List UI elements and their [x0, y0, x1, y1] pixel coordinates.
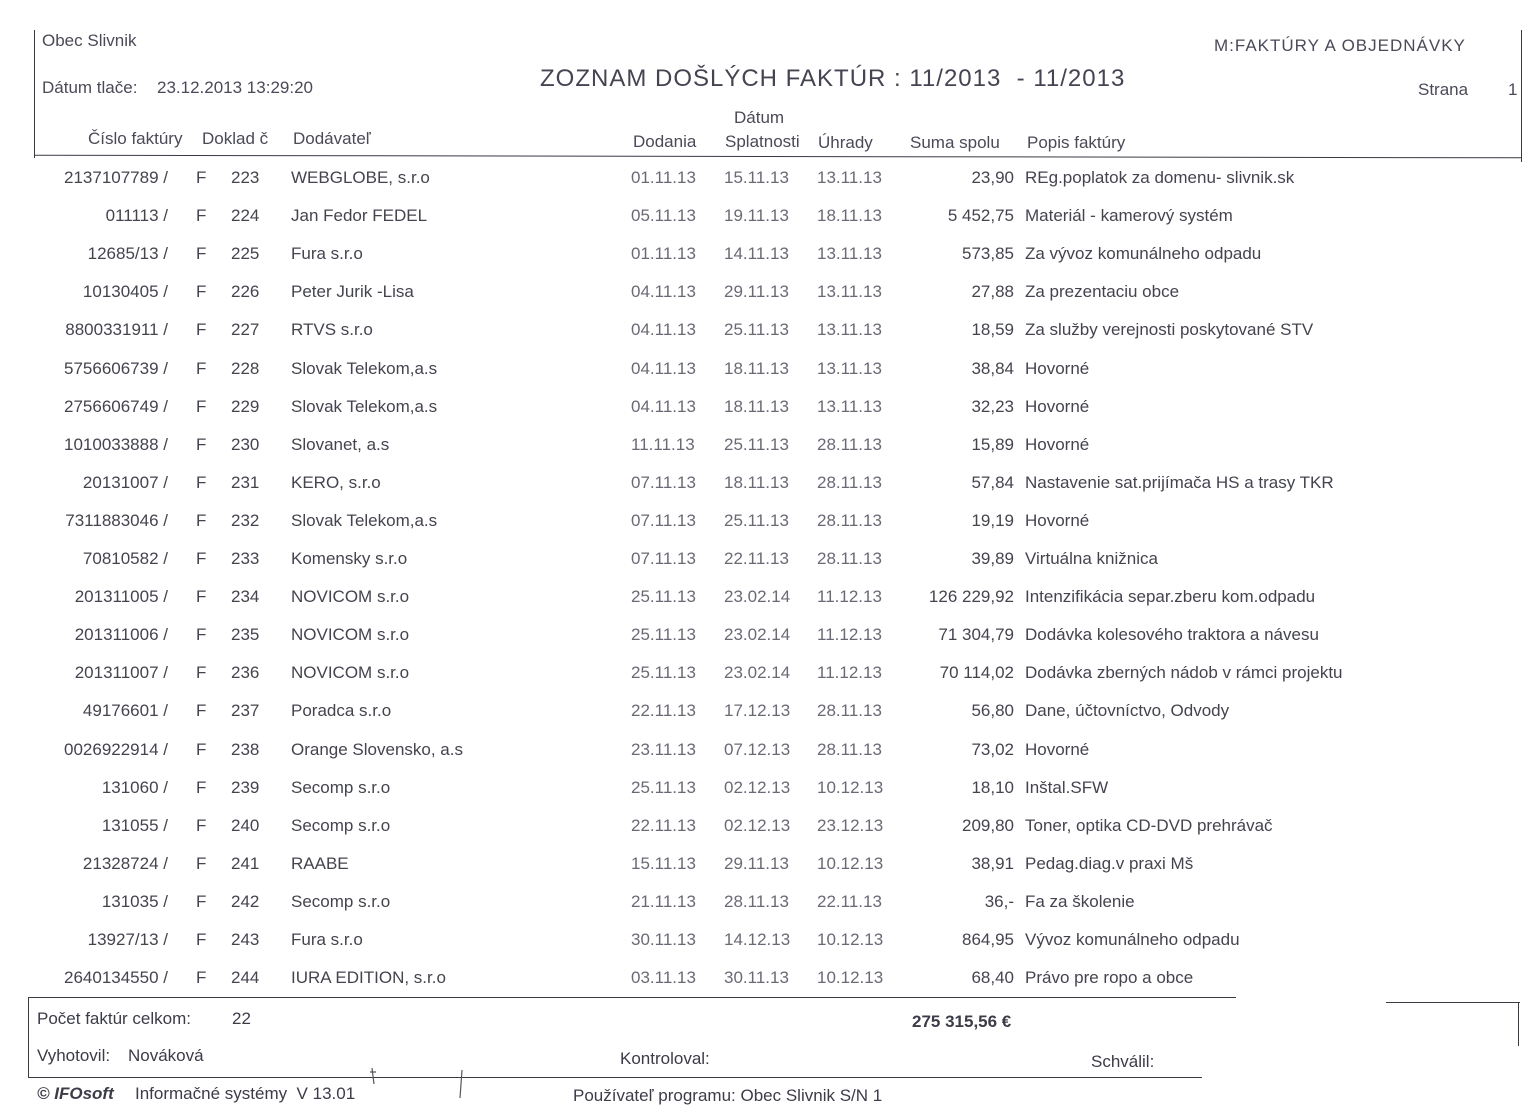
paid-date: 13.11.13	[817, 320, 882, 340]
due-date: 18.11.13	[724, 358, 789, 378]
table-row	[0, 359, 1536, 397]
invoice-number: 10130405 /	[82, 282, 168, 302]
delivery-date: 25.11.13	[631, 777, 696, 797]
paid-date: 23.12.13	[817, 815, 884, 835]
col-paid: Úhrady	[818, 133, 873, 152]
count-value: 22	[232, 1009, 251, 1028]
supplier-name: Peter Jurik -Lisa	[291, 282, 414, 302]
supplier-name: RAABE	[291, 853, 349, 873]
report-title: ZOZNAM DOŠLÝCH FAKTÚR : 11/2013 - 11/2013	[540, 65, 1126, 92]
table-row	[0, 968, 1536, 1006]
delivery-date: 03.11.13	[631, 968, 696, 988]
supplier-name: Slovak Telekom,a.s	[291, 396, 438, 416]
program-user: Používateľ programu: Obec Slivnik S/N 1	[573, 1086, 883, 1105]
total-amount: 70 114,02	[939, 663, 1014, 683]
total-amount: 57,84	[971, 472, 1014, 492]
total-amount: 27,88	[971, 282, 1014, 302]
col-date-group: Dátum	[734, 108, 785, 127]
supplier-name: Fura s.r.o	[291, 244, 363, 264]
doc-number: 227	[231, 320, 260, 340]
grand-total: 275 315,56 €	[912, 1012, 1012, 1031]
total-amount: 19,19	[971, 510, 1014, 530]
due-date: 23.02.14	[724, 663, 791, 683]
total-amount: 5 452,75	[947, 206, 1014, 226]
delivery-date: 22.11.13	[631, 815, 696, 835]
doc-number: 230	[231, 434, 260, 454]
page-number: 1	[1508, 80, 1518, 99]
table-row	[0, 587, 1536, 625]
paid-date: 28.11.13	[817, 472, 882, 492]
invoice-number: 70810582 /	[82, 549, 168, 568]
invoice-description: Hovorné	[1025, 396, 1090, 416]
table-row	[0, 549, 1536, 587]
invoice-description: Hovorné	[1025, 739, 1090, 759]
invoice-description: REg.poplatok za domenu- slivnik.sk	[1025, 168, 1295, 187]
supplier-name: Secomp s.r.o	[291, 815, 391, 835]
total-amount: 15,89	[971, 434, 1014, 454]
software-brand	[37, 1084, 114, 1104]
invoice-description: Toner, optika CD-DVD prehrávač	[1025, 815, 1273, 835]
delivery-date: 07.11.13	[631, 472, 696, 492]
total-amount: 71 304,79	[938, 625, 1014, 645]
supplier-name: Fura s.r.o	[291, 930, 363, 949]
delivery-date: 01.11.13	[631, 168, 696, 187]
doc-number: 238	[231, 739, 260, 759]
due-date: 25.11.13	[724, 434, 789, 454]
supplier-name: Poradca s.r.o	[291, 701, 392, 721]
paid-date: 10.12.13	[817, 777, 884, 797]
total-amount: 38,84	[971, 358, 1014, 378]
invoice-description: Nastavenie sat.prijímača HS a trasy TKR	[1025, 472, 1334, 492]
paid-date: 13.11.13	[817, 282, 882, 302]
delivery-date: 25.11.13	[631, 587, 696, 607]
doc-type: F	[196, 472, 207, 492]
total-amount: 864,95	[962, 930, 1014, 949]
invoice-description: Inštal.SFW	[1025, 777, 1109, 797]
doc-number: 229	[231, 396, 260, 416]
invoice-number: 2756606749 /	[64, 396, 168, 416]
supplier-name: Jan Fedor FEDEL	[291, 206, 428, 226]
total-amount: 573,85	[962, 244, 1014, 264]
delivery-date: 25.11.13	[631, 663, 696, 683]
invoice-description: Pedag.diag.v praxi Mš	[1025, 853, 1194, 873]
doc-number: 243	[231, 930, 260, 949]
paid-date: 10.12.13	[817, 968, 884, 988]
col-due: Splatnosti	[725, 132, 800, 151]
invoice-number: 8800331911 /	[65, 320, 168, 340]
due-date: 14.12.13	[724, 930, 791, 949]
approved-label: Schválil:	[1091, 1052, 1155, 1071]
doc-number: 241	[231, 853, 260, 873]
table-row	[0, 473, 1536, 511]
paid-date: 28.11.13	[817, 701, 882, 721]
due-date: 17.12.13	[724, 701, 791, 721]
col-doc-no: Doklad č	[202, 129, 269, 148]
invoice-description: Intenzifikácia separ.zberu kom.odpadu	[1025, 587, 1316, 607]
total-amount: 209,80	[962, 815, 1014, 835]
doc-type: F	[196, 587, 207, 607]
doc-type: F	[196, 739, 207, 759]
table-row	[0, 397, 1536, 435]
invoice-number: 21328724 /	[82, 853, 168, 873]
supplier-name: Slovak Telekom,a.s	[291, 358, 438, 378]
col-description: Popis faktúry	[1027, 133, 1126, 152]
invoice-description: Hovorné	[1025, 510, 1090, 530]
module-name: M:FAKTÚRY A OBJEDNÁVKY	[1214, 36, 1466, 55]
total-amount: 39,89	[971, 549, 1014, 568]
paid-date: 13.11.13	[817, 358, 882, 378]
supplier-name: Orange Slovensko, a.s	[291, 739, 463, 759]
invoice-number: 13927/13 /	[87, 930, 168, 949]
delivery-date: 30.11.13	[631, 930, 696, 949]
invoice-number: 12685/13 /	[87, 244, 168, 264]
doc-type: F	[196, 282, 207, 302]
count-label: Počet faktúr celkom:	[37, 1009, 192, 1028]
invoice-number: 201311005 /	[74, 587, 168, 607]
doc-number: 225	[231, 244, 260, 264]
paid-date: 11.12.13	[817, 663, 882, 683]
delivery-date: 22.11.13	[631, 701, 696, 721]
invoice-description: Právo pre ropo a obce	[1025, 968, 1194, 988]
due-date: 18.11.13	[724, 396, 789, 416]
doc-type: F	[196, 549, 207, 568]
doc-type: F	[196, 434, 207, 454]
invoice-number: 1010033888 /	[64, 434, 168, 454]
col-invoice-no: Číslo faktúry	[88, 129, 183, 148]
paid-date: 28.11.13	[817, 549, 882, 568]
doc-number: 226	[231, 282, 260, 302]
total-amount: 126 229,92	[928, 587, 1014, 607]
table-row	[0, 244, 1536, 282]
invoice-number: 2640134550 /	[64, 968, 168, 988]
col-delivery: Dodania	[633, 132, 697, 151]
paid-date: 10.12.13	[817, 853, 884, 873]
software-product: Informačné systémy V 13.01	[135, 1084, 356, 1103]
paid-date: 22.11.13	[817, 891, 882, 911]
paid-date: 13.11.13	[817, 244, 882, 264]
invoice-description: Dodávka zberných nádob v rámci projektu	[1025, 663, 1343, 683]
doc-type: F	[196, 815, 207, 835]
summary-top-rule	[28, 997, 1236, 998]
print-date-label: Dátum tlače:	[42, 78, 138, 97]
supplier-name: NOVICOM s.r.o	[291, 587, 410, 607]
paid-date: 13.11.13	[817, 396, 882, 416]
total-amount: 23,90	[971, 168, 1014, 187]
delivery-date: 04.11.13	[631, 320, 696, 340]
invoice-description: Vývoz komunálneho odpadu	[1025, 930, 1240, 949]
delivery-date: 25.11.13	[631, 625, 696, 645]
supplier-name: NOVICOM s.r.o	[291, 663, 410, 683]
due-date: 14.11.13	[724, 244, 789, 264]
delivery-date: 21.11.13	[631, 891, 696, 911]
delivery-date: 04.11.13	[631, 282, 696, 302]
delivery-date: 23.11.13	[631, 739, 696, 759]
supplier-name: Slovanet, a.s	[291, 434, 390, 454]
table-row	[0, 740, 1536, 778]
delivery-date: 07.11.13	[631, 510, 696, 530]
table-row	[0, 625, 1536, 663]
table-row	[0, 778, 1536, 816]
invoice-description: Virtuálna knižnica	[1025, 549, 1158, 568]
invoice-description: Za vývoz komunálneho odpadu	[1025, 244, 1262, 264]
doc-type: F	[196, 396, 207, 416]
doc-number: 223	[231, 168, 260, 187]
doc-number: 233	[231, 549, 260, 568]
invoice-number: 7311883046 /	[65, 510, 168, 530]
header-rule	[34, 155, 1522, 159]
delivery-date: 15.11.13	[631, 853, 696, 873]
prepared-label: Vyhotovil:	[37, 1046, 111, 1065]
signature-mark	[362, 1064, 482, 1100]
invoice-description: Hovorné	[1025, 434, 1090, 454]
delivery-date: 11.11.13	[631, 434, 695, 454]
col-supplier: Dodávateľ	[293, 129, 371, 148]
invoice-description: Fa za školenie	[1025, 891, 1135, 911]
invoice-number: 011113 /	[105, 206, 168, 226]
invoice-number: 131055 /	[101, 815, 168, 835]
paid-date: 28.11.13	[817, 434, 882, 454]
invoice-number: 0026922914 /	[64, 739, 168, 759]
organization-name: Obec Slivnik	[42, 31, 137, 50]
total-amount: 36,-	[984, 891, 1014, 911]
doc-number: 231	[231, 472, 260, 492]
print-date: 23.12.2013 13:29:20	[157, 78, 313, 97]
due-date: 30.11.13	[724, 968, 789, 988]
doc-type: F	[196, 320, 207, 340]
invoice-number: 2137107789 /	[64, 168, 168, 187]
paid-date: 28.11.13	[817, 510, 882, 530]
total-amount: 18,10	[971, 777, 1014, 797]
total-amount: 38,91	[971, 853, 1014, 873]
invoice-number: 131060 /	[101, 777, 168, 797]
invoice-number: 201311007 /	[74, 663, 168, 683]
table-row	[0, 168, 1536, 206]
table-row	[0, 435, 1536, 473]
total-amount: 73,02	[971, 739, 1014, 759]
doc-number: 224	[231, 206, 260, 226]
summary-left-rule	[28, 997, 29, 1077]
table-row	[0, 511, 1536, 549]
delivery-date: 04.11.13	[631, 396, 696, 416]
supplier-name: IURA EDITION, s.r.o	[291, 968, 446, 988]
supplier-name: Secomp s.r.o	[291, 777, 391, 797]
total-amount: 32,23	[971, 396, 1014, 416]
doc-type: F	[196, 663, 207, 683]
doc-number: 236	[231, 663, 260, 683]
checked-label: Kontroloval:	[620, 1049, 710, 1068]
doc-type: F	[196, 625, 207, 645]
brand-name: © IFOsoft	[37, 1084, 114, 1103]
doc-number: 240	[231, 815, 260, 835]
supplier-name: WEBGLOBE, s.r.o	[291, 168, 430, 187]
due-date: 02.12.13	[724, 815, 791, 835]
prepared-name: Nováková	[128, 1046, 204, 1065]
supplier-name: NOVICOM s.r.o	[291, 625, 410, 645]
col-total: Suma spolu	[910, 133, 1000, 152]
table-row	[0, 320, 1536, 358]
supplier-name: RTVS s.r.o	[291, 320, 373, 340]
table-row	[0, 282, 1536, 320]
supplier-name: Komensky s.r.o	[291, 549, 408, 568]
due-date: 23.02.14	[724, 625, 791, 645]
supplier-name: Secomp s.r.o	[291, 891, 391, 911]
delivery-date: 01.11.13	[631, 244, 696, 264]
due-date: 25.11.13	[724, 510, 789, 530]
due-date: 19.11.13	[724, 206, 789, 226]
total-amount: 18,59	[971, 320, 1014, 340]
doc-type: F	[196, 701, 207, 721]
invoice-description: Za prezentaciu obce	[1025, 282, 1180, 302]
due-date: 23.02.14	[724, 587, 791, 607]
due-date: 22.11.13	[724, 549, 789, 568]
invoice-number: 131035 /	[101, 891, 168, 911]
due-date: 15.11.13	[724, 168, 789, 187]
table-row	[0, 854, 1536, 892]
due-date: 25.11.13	[724, 320, 789, 340]
due-date: 29.11.13	[724, 853, 789, 873]
table-row	[0, 663, 1536, 701]
doc-number: 234	[231, 587, 260, 607]
invoice-number: 5756606739 /	[64, 358, 168, 378]
due-date: 07.12.13	[724, 739, 791, 759]
due-date: 28.11.13	[724, 891, 789, 911]
page-label: Strana	[1418, 80, 1469, 99]
table-row	[0, 206, 1536, 244]
paid-date: 13.11.13	[817, 168, 882, 187]
doc-type: F	[196, 244, 207, 264]
doc-number: 242	[231, 891, 260, 911]
table-row	[0, 701, 1536, 739]
due-date: 29.11.13	[724, 282, 789, 302]
doc-number: 239	[231, 777, 260, 797]
doc-number: 232	[231, 510, 260, 530]
paid-date: 28.11.13	[817, 739, 882, 759]
doc-type: F	[196, 206, 207, 226]
supplier-name: Slovak Telekom,a.s	[291, 510, 438, 530]
summary-bottom-rule	[28, 1077, 1202, 1078]
invoice-description: Materiál - kamerový systém	[1025, 206, 1233, 226]
invoice-description: Hovorné	[1025, 358, 1090, 378]
due-date: 02.12.13	[724, 777, 791, 797]
paid-date: 10.12.13	[817, 930, 884, 949]
total-amount: 68,40	[971, 968, 1014, 988]
invoice-description: Za služby verejnosti poskytované STV	[1025, 320, 1314, 340]
supplier-name: KERO, s.r.o	[291, 472, 381, 492]
invoice-number: 20131007 /	[82, 472, 168, 492]
summary-right-rule	[1518, 1002, 1519, 1046]
delivery-date: 07.11.13	[631, 549, 696, 568]
left-border-top	[34, 30, 35, 158]
invoice-description: Dane, účtovníctvo, Odvody	[1025, 701, 1230, 721]
doc-type: F	[196, 510, 207, 530]
doc-type: F	[196, 891, 207, 911]
delivery-date: 05.11.13	[631, 206, 696, 226]
table-row	[0, 892, 1536, 930]
doc-type: F	[196, 930, 207, 949]
paid-date: 11.12.13	[817, 587, 882, 607]
doc-type: F	[196, 968, 207, 988]
due-date: 18.11.13	[724, 472, 789, 492]
doc-number: 244	[231, 968, 260, 988]
right-border-top	[1521, 30, 1522, 162]
doc-type: F	[196, 168, 207, 187]
doc-number: 237	[231, 701, 260, 721]
total-amount: 56,80	[971, 701, 1014, 721]
invoice-number: 201311006 /	[74, 625, 168, 645]
paid-date: 18.11.13	[817, 206, 882, 226]
table-row	[0, 816, 1536, 854]
paid-date: 11.12.13	[817, 625, 882, 645]
doc-type: F	[196, 777, 207, 797]
invoice-number: 49176601 /	[82, 701, 168, 721]
summary-top-rule-right	[1386, 1002, 1520, 1003]
delivery-date: 04.11.13	[631, 358, 696, 378]
table-row	[0, 930, 1536, 968]
doc-number: 235	[231, 625, 260, 645]
doc-type: F	[196, 853, 207, 873]
doc-type: F	[196, 358, 207, 378]
invoice-description: Dodávka kolesového traktora a návesu	[1025, 625, 1319, 645]
doc-number: 228	[231, 358, 260, 378]
